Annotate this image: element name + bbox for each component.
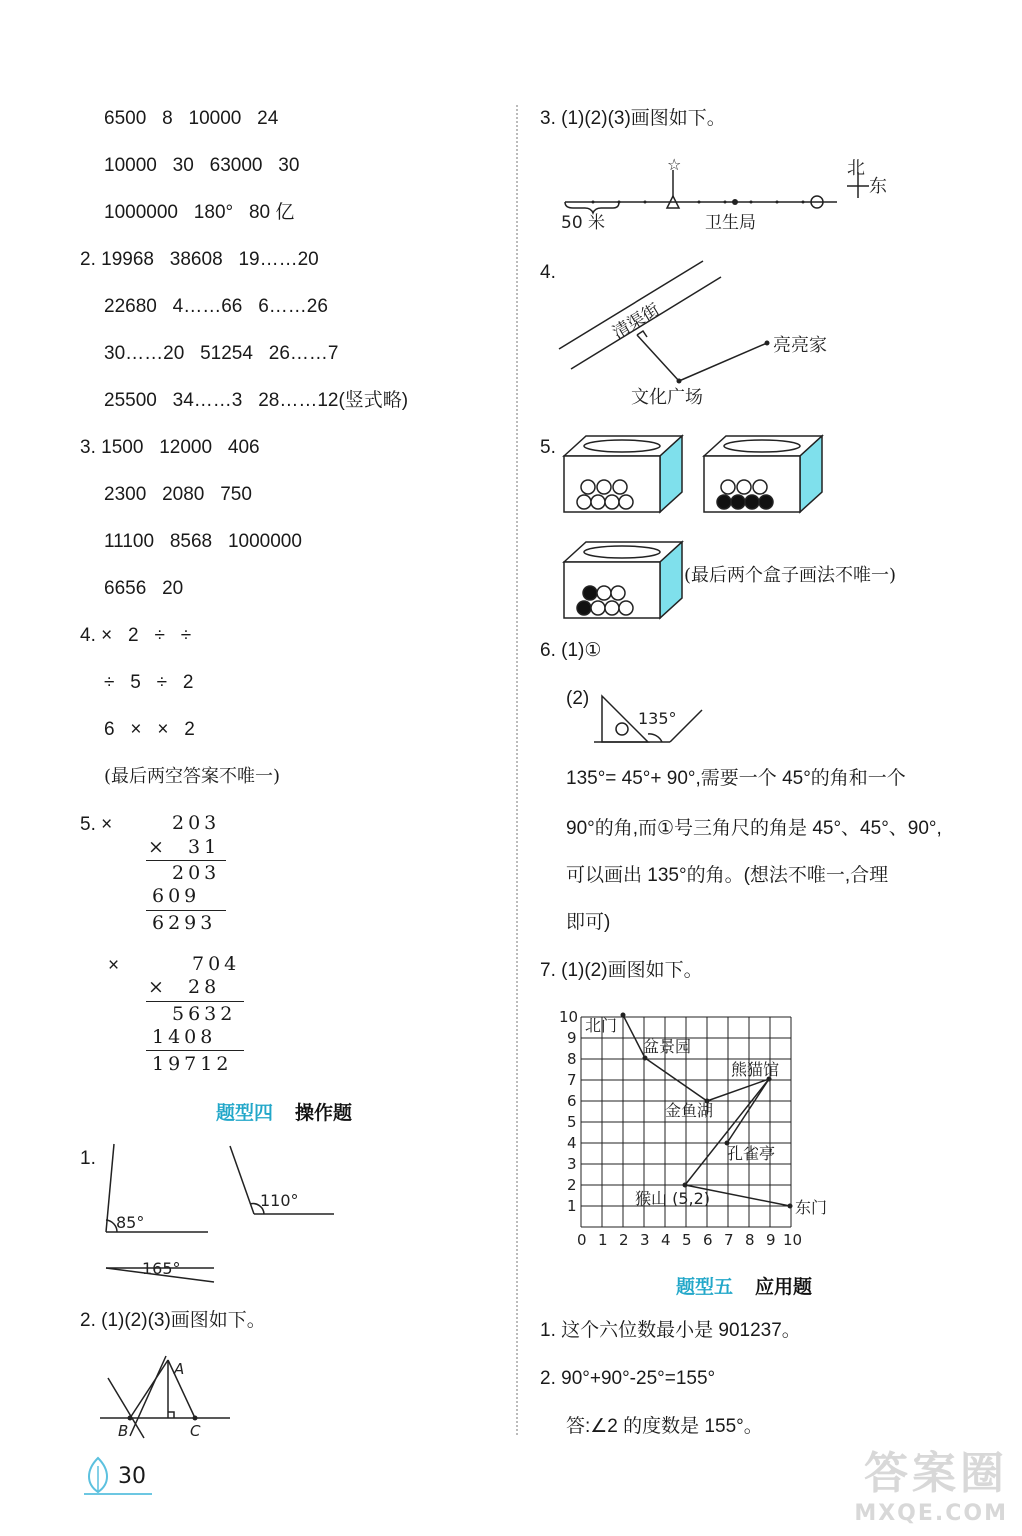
point-label-c: C <box>190 1422 201 1440</box>
point-label-b: B <box>118 1422 129 1440</box>
question-mark: × <box>108 955 120 976</box>
plaza-label: 文化广场 <box>631 387 703 408</box>
answer-line: ÷ 5 ÷ 2 <box>104 672 194 693</box>
section-title-5 <box>676 1272 812 1299</box>
y-tick-label: 8 <box>567 1050 577 1068</box>
footer-rule <box>84 1493 152 1495</box>
question-label: 2. (1)(2)(3)画图如下。 <box>80 1310 266 1331</box>
answer-line: 4. × 2 ÷ ÷ <box>80 625 192 646</box>
x-tick-label: 1 <box>598 1231 608 1249</box>
label-panda: 熊猫馆 <box>731 1060 780 1079</box>
answer-line: 6500 8 10000 24 <box>104 108 279 129</box>
label-monkey: 猴山 (5,2) <box>635 1189 711 1208</box>
answer-line: 1000000 180° 80 亿 <box>104 202 295 223</box>
explanation-line: 即可) <box>566 912 611 933</box>
y-tick-label: 2 <box>567 1176 577 1194</box>
answer-line: 1. 这个六位数最小是 901237。 <box>540 1320 801 1341</box>
section-number: 题型四 <box>216 1102 274 1124</box>
triangle-figure <box>100 1352 240 1442</box>
answer-line: 3. 1500 12000 406 <box>80 437 260 458</box>
angle-label: 135° <box>638 709 677 728</box>
vm-row: 6293 <box>152 912 217 934</box>
page-number: 30 <box>118 1464 146 1489</box>
home-label: 亮亮家 <box>773 335 827 356</box>
answer-line: 10000 30 63000 30 <box>104 155 300 176</box>
set-square-figure <box>590 690 710 746</box>
x-tick-label: 7 <box>724 1231 734 1249</box>
answer-line: 2. 90°+90°-25°=155° <box>540 1368 716 1389</box>
vm-rule <box>146 860 226 861</box>
question-label: 7. (1)(2)画图如下。 <box>540 960 703 981</box>
section-name: 操作题 <box>295 1102 353 1124</box>
y-tick-label: 4 <box>567 1134 577 1152</box>
compass-east: 东 <box>869 176 887 197</box>
column-divider <box>516 105 518 1435</box>
x-tick-label: 10 <box>783 1231 803 1249</box>
star-icon: ☆ <box>667 155 682 174</box>
question-label: (2) <box>566 688 590 709</box>
vm-row: × 31 <box>148 836 221 858</box>
note: (最后两个盒子画法不唯一) <box>684 565 897 586</box>
x-tick-label: 4 <box>661 1231 671 1249</box>
y-tick-label: 7 <box>567 1071 577 1089</box>
street-figure <box>555 255 875 410</box>
answer-line: 6656 20 <box>104 578 184 599</box>
question-label: 6. (1)① <box>540 640 602 661</box>
angle-label: 165° <box>142 1259 181 1278</box>
x-tick-label: 2 <box>619 1231 629 1249</box>
section-number: 题型五 <box>676 1276 734 1298</box>
vm-row: 1408 <box>152 1026 217 1048</box>
x-tick-label: 8 <box>745 1231 755 1249</box>
question-label: 5. <box>540 437 556 458</box>
angle-label: 85° <box>116 1213 145 1232</box>
vm-row: 203 <box>172 812 221 834</box>
answer-line: 答:∠2 的度数是 155°。 <box>566 1416 763 1437</box>
box-1 <box>564 436 682 512</box>
y-tick-label: 10 <box>559 1008 579 1026</box>
question-label: 4. <box>540 262 556 283</box>
watermark-url: MXQE.COM <box>854 1501 1008 1526</box>
leaf-icon <box>82 1456 116 1496</box>
explanation-line: 135°= 45°+ 90°,需要一个 45°的角和一个 <box>566 768 906 789</box>
vm-rule <box>146 910 226 911</box>
box-3 <box>564 542 682 618</box>
answer-line: 25500 34……3 28……12(竖式略) <box>104 390 409 411</box>
answer-line: 30……20 51254 26……7 <box>104 343 339 364</box>
section-name: 应用题 <box>755 1276 813 1298</box>
watermark-title: 答案圈 <box>864 1448 1008 1499</box>
boxes-figure <box>560 430 830 620</box>
y-tick-label: 1 <box>567 1197 577 1215</box>
question-label: 3. (1)(2)(3)画图如下。 <box>540 108 726 129</box>
y-tick-label: 3 <box>567 1155 577 1173</box>
section-title-4 <box>216 1098 352 1125</box>
y-tick-label: 6 <box>567 1092 577 1110</box>
label-lake: 金鱼湖 <box>665 1101 714 1120</box>
label-north-gate: 北门 <box>585 1016 618 1035</box>
point-label-a: A <box>174 1360 185 1378</box>
answer-note: (最后两空答案不唯一) <box>104 766 281 787</box>
x-tick-label: 9 <box>766 1231 776 1249</box>
vm-row: 609 <box>152 885 201 907</box>
x-tick-label: 0 <box>577 1231 587 1249</box>
scale-label: 50 米 <box>561 213 606 233</box>
grid-map <box>555 1005 845 1250</box>
map-line-figure <box>555 150 900 240</box>
label-peacock: 孔雀亭 <box>727 1144 776 1163</box>
vm-row: 5632 <box>172 1003 237 1025</box>
x-tick-label: 5 <box>682 1231 692 1249</box>
vm-row: 19712 <box>152 1053 233 1075</box>
watermark <box>854 1437 1008 1526</box>
angle-label: 110° <box>260 1191 299 1210</box>
answer-line: 22680 4……66 6……26 <box>104 296 328 317</box>
vm-rule <box>146 1050 244 1051</box>
x-tick-label: 6 <box>703 1231 713 1249</box>
explanation-line: 可以画出 135°的角。(想法不唯一,合理 <box>566 865 889 886</box>
street-label: 清渠街 <box>609 299 664 344</box>
label-garden: 盆景园 <box>643 1037 692 1056</box>
question-label: 5. × <box>80 814 113 835</box>
box-2 <box>704 436 822 512</box>
angle-drawings <box>100 1140 350 1290</box>
vm-rule <box>146 1001 244 1002</box>
label-east-gate: 东门 <box>795 1198 828 1217</box>
vm-row: 203 <box>172 862 221 884</box>
vm-row: × 28 <box>148 976 221 998</box>
vm-row: 704 <box>192 953 241 975</box>
compass-north: 北 <box>847 158 865 179</box>
place-label: 卫生局 <box>705 213 756 233</box>
answer-line: 6 × × 2 <box>104 719 195 740</box>
y-tick-label: 5 <box>567 1113 577 1131</box>
x-tick-label: 3 <box>640 1231 650 1249</box>
y-tick-label: 9 <box>567 1029 577 1047</box>
question-label: 1. <box>80 1148 96 1169</box>
answer-line: 2300 2080 750 <box>104 484 252 505</box>
answer-line: 11100 8568 1000000 <box>104 531 302 552</box>
answer-line: 2. 19968 38608 19……20 <box>80 249 319 270</box>
explanation-line: 90°的角,而①号三角尺的角是 45°、45°、90°, <box>566 818 942 839</box>
